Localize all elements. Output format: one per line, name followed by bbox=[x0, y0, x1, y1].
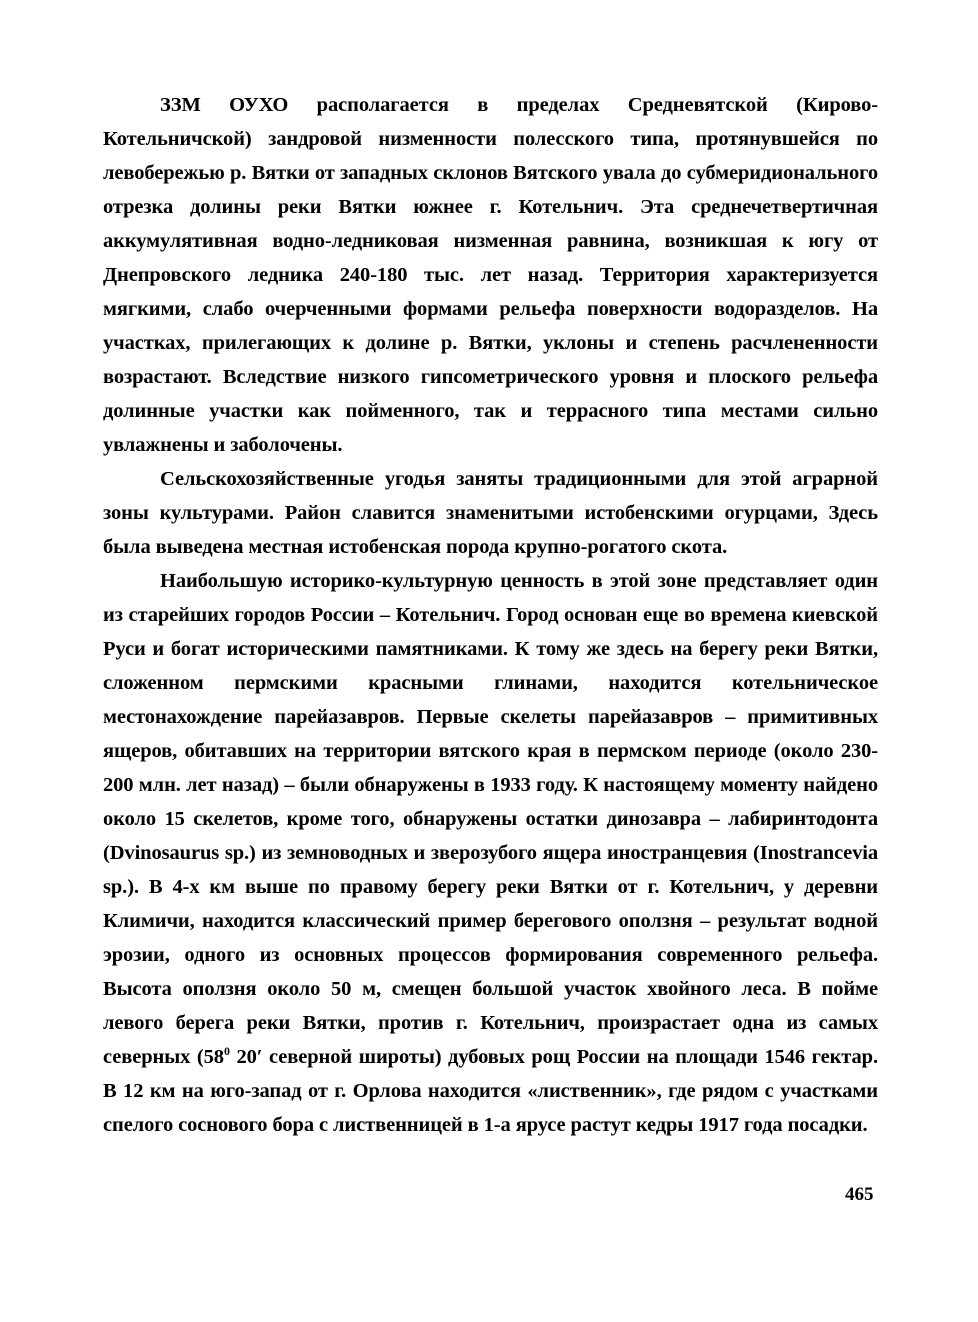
degree-superscript: 0 bbox=[223, 1044, 230, 1058]
body-text bbox=[103, 88, 878, 1142]
paragraph-3-part-2: 20′ северной широты) дубовых рощ России на площади 1546 гектар. В 12 км на юго-запад от г. Орлова находится «лиственник», где рядом с участками спелого соснового бора с лиственницей в 1-а ярусе растут кедры 1917 года посадки. bbox=[103, 1046, 878, 1136]
paragraph-3 bbox=[103, 564, 878, 1142]
paragraph-2: Сельскохозяйственные угодья заняты традиционными для этой аграрной зоны культурами. Район славится знаменитыми истобенскими огурцами, Здесь была выведена местная истобенская порода крупно-рогатого скота. bbox=[103, 468, 878, 558]
paragraph-3-part-1: Наибольшую историко-культурную ценность в этой зоне представляет один из старейших городов России – Котельнич. Город основан еще во времена киевской Руси и богат историческими памятниками. К тому же здесь на берегу реки Вятки, сложенном пермскими красными глинами, находится котельническое местонахождение парейазавров. Первые скелеты парейазавров – примитивных ящеров, обитавших на территории вятского края в пермском периоде (около 230-200 млн. лет назад) – были обнаружены в 1933 году. К настоящему моменту найдено около 15 скелетов, кроме того, обнаружены остатки динозавра – лабиринтодонта (Dvinosaurus sp.) из земноводных и зверозубого ящера иностранцевия (Inostrancevia sp.). В 4-х км выше по правому берегу реки Вятки от г. Котельнич, у деревни Климичи, находится классический пример берегового оползня – результат водной эрозии, одного из основных процессов формирования современного рельефа. Высота оползня около 50 м, смещен большой участок хвойного леса. В пойме левого берега реки Вятки, против г. Котельнич, произрастает одна из самых северных (58 bbox=[103, 570, 878, 1068]
paragraph-1: ЗЗМ ОУХО располагается в пределах Средневятской (Кирово-Котельничской) зандровой низменности полесского типа, протянувшейся по левобережью р. Вятки от западных склонов Вятского увала до субмеридионального отрезка долины реки Вятки южнее г. Котельнич. Эта среднечетвертичная аккумулятивная водно-ледниковая низменная равнина, возникшая к югу от Днепровского ледника 240-180 тыс. лет назад. Территория характеризуется мягкими, слабо очерченными формами рельефа поверхности водоразделов. На участках, прилегающих к долине р. Вятки, уклоны и степень расчлененности возрастают. Вследствие низкого гипсометрического уровня и плоского рельефа долинные участки как пойменного, так и террасного типа местами сильно увлажнены и заболочены. bbox=[103, 94, 878, 456]
page-number: 465 bbox=[845, 1184, 874, 1205]
